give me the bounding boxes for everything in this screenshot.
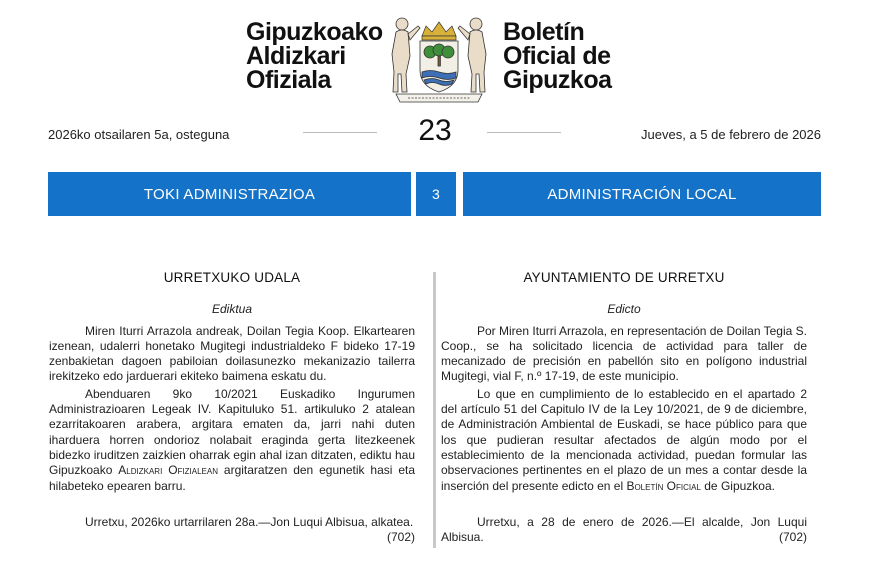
- masthead-line: Ofiziala: [246, 66, 331, 94]
- spanish-column: [441, 270, 807, 545]
- reference-code: (702): [778, 530, 807, 545]
- masthead-title-basque: [246, 20, 383, 92]
- paragraph: Miren Iturri Arrazola andreak, Doilan Tegia Koop. Elkartearen izenean, udalerri honetako Mugitegi industrialdeko F bideko 17-19 zenbakietan dagoen pabiloian doilasunezko mekanizazio tailerra irekitzeko edo jarduerari ekiteko baimena eskatu du.: [49, 323, 415, 384]
- column-subheading: Ediktua: [211, 302, 253, 317]
- column-subheading: Edicto: [607, 302, 641, 317]
- masthead-line: Gipuzkoa: [503, 66, 612, 94]
- section-bar-spanish: ADMINISTRACIÓN LOCAL: [463, 172, 821, 216]
- masthead-line: Oficial de: [503, 42, 611, 70]
- gazette-name: Aldizkari Ofizialean: [118, 463, 218, 478]
- basque-column: [49, 270, 415, 545]
- column-divider: [433, 272, 436, 548]
- divider-rule: [487, 132, 561, 133]
- divider-rule: [303, 132, 377, 133]
- column-heading: URRETXUKO UDALA: [163, 270, 301, 285]
- crown: [422, 22, 456, 40]
- issue-number: 23: [418, 114, 452, 147]
- shield: [420, 41, 458, 92]
- column-heading: AYUNTAMIENTO DE URRETXU: [523, 270, 725, 285]
- date-basque: 2026ko otsailaren 5a, osteguna: [48, 127, 230, 142]
- reference-code: (702): [386, 530, 415, 545]
- paragraph: Abenduaren 9ko 10/2021 Euskadiko Ingurumen Administrazioaren Legeak IV. Kapituluko 51. artikuluko 2 atalean ezarritakoaren arabera, argitara ematen da, jarri nahi duten iharduera horren ondorioz nolabait eraginda gerta litezkeenek bidezko iruditzen zaizkien oharrak egin ahal izan ditzaten, ediktu hau Gipuzkoako Aldizkari Ofizialean argitaratzen den egunetik hasi eta hilabeteko epearen barru.: [49, 386, 416, 493]
- gipuzkoa-coat-of-arms-icon: [388, 12, 490, 104]
- masthead-line: Boletín: [503, 18, 585, 46]
- section-number: 3: [416, 172, 456, 216]
- gazette-name: Boletín Oficial: [626, 478, 701, 493]
- masthead-title-spanish: [503, 20, 612, 92]
- right-supporter-figure: [458, 18, 486, 92]
- paragraph: Por Miren Iturri Arrazola, en representación de Doilan Tegia S. Coop., se ha solicitado licencia de actividad para taller de mecanizado de precisión en pabellón sito en polígono industrial Mugitegi, vial F, n.º 17-19, de este municipio.: [441, 323, 807, 384]
- signature-line: Urretxu, 2026ko urtarrilaren 28a.—Jon Luqui Albisua, alkatea. (702): [85, 514, 415, 545]
- masthead-line: Aldizkari: [246, 42, 346, 70]
- paragraph: Lo que en cumplimiento de lo establecido en el apartado 2 del artículo 51 del Capitulo IV de la Ley 10/2021, de 9 de diciembre, de Administración Ambiental de Euskadi, se hace público para que los que pudieran resultar afectados de algún modo por el establecimiento de la mencionada actividad, puedan formular las observaciones pertinentes en el plazo de un mes a contar desde la inserción del presente edicto en el Boletín Oficial de Gipuzkoa.: [441, 386, 807, 493]
- section-bar-basque: TOKI ADMINISTRAZIOA: [48, 172, 411, 216]
- masthead-line: Gipuzkoako: [246, 18, 383, 46]
- left-supporter-figure: [392, 18, 420, 92]
- date-spanish: Jueves, a 5 de febrero de 2026: [641, 127, 821, 142]
- signature-line: Urretxu, a 28 de enero de 2026.—El alcalde, Jon Luqui Albisua. (702): [441, 514, 807, 545]
